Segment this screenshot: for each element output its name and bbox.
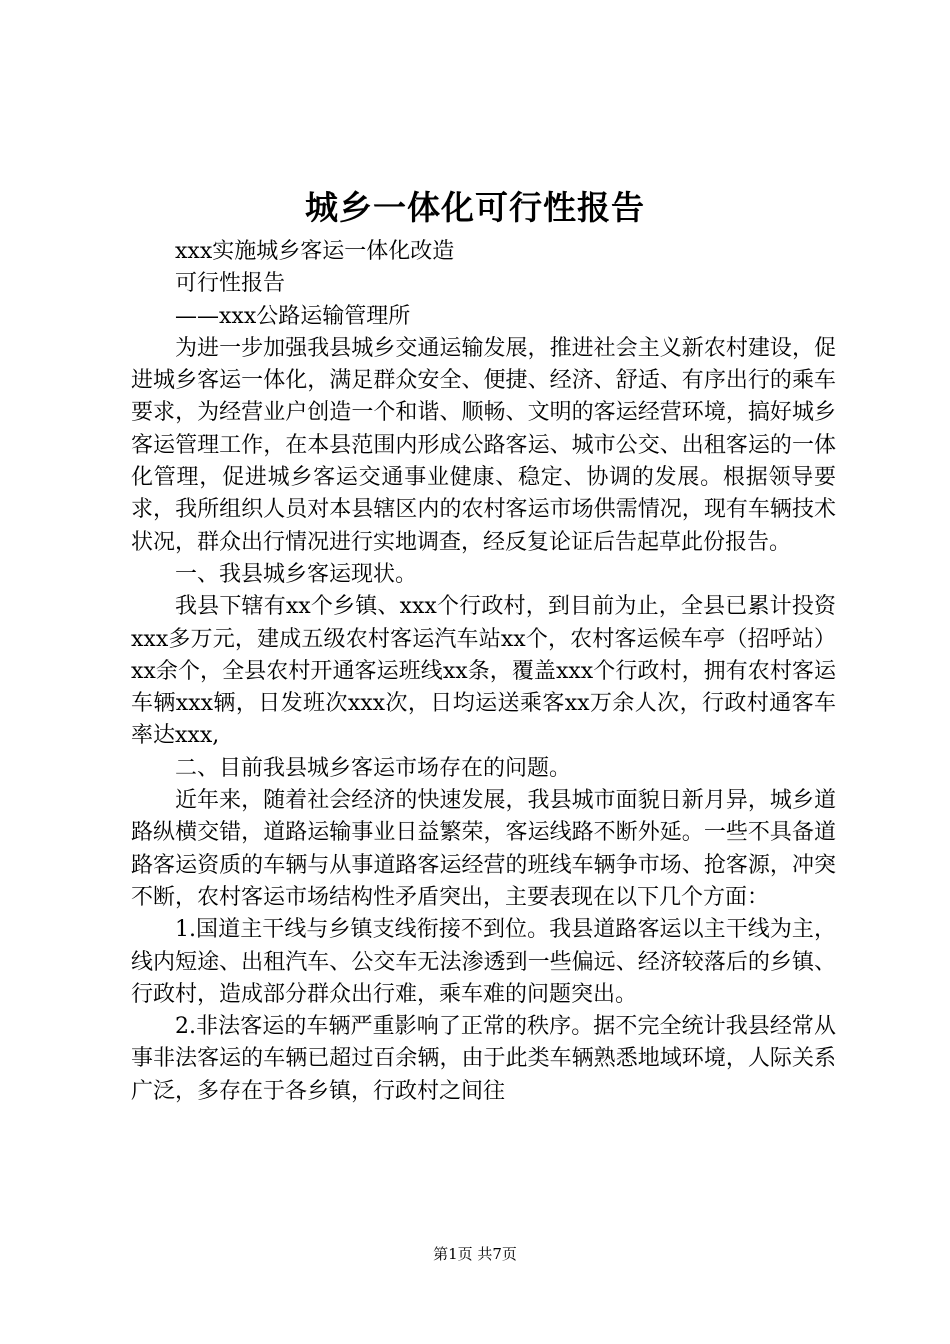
- author-line: ——xxx公路运输管理所: [175, 303, 411, 329]
- body-paragraph: 为进一步加强我县城乡交通运输发展，推进社会主义新农村建设，促进城乡客运一体化，满足群众安全、便捷、经济、舒适、有序出行的乘车要求，为经营业户创造一个和谐、顺畅、文明的客运经营环境，搞好城乡客运管理工作，在本县范围内形成公路客运、城市公交、出租客运的一体化管理，促进城乡客运交通事业健康、稳定、协调的发展。根据领导要求，我所组织人员对本县辖区内的农村客运市场供需情况，现有车辆技术状况，群众出行情况进行实地调查，经反复论证后告起草此份报告。: [131, 335, 836, 555]
- body-paragraph: 我县下辖有xx个乡镇、xxx个行政村，到目前为止，全县已累计投资xxx多万元，建成五级农村客运汽车站xx个，农村客运候车亭（招呼站）xx余个，全县农村开通客运班线xx条，覆盖xxx个行政村，拥有农村客运车辆xxx辆，日发班次xxx次，日均运送乘客xx万余人次，行政村通客车率达xxx,: [131, 594, 836, 749]
- page-number: 第1页 共7页: [433, 1245, 517, 1263]
- body-paragraph: 2.非法客运的车辆严重影响了正常的秩序。据不完全统计我县经常从事非法客运的车辆已超过百余辆，由于此类车辆熟悉地域环境，人际关系广泛，多存在于各乡镇，行政村之间往: [131, 1014, 836, 1104]
- subtitle-line: 可行性报告: [175, 271, 286, 297]
- section-heading: 一、我县城乡客运现状。: [175, 561, 418, 587]
- subtitle-line: xxx实施城乡客运一体化改造: [175, 239, 455, 264]
- section-heading: 二、目前我县城乡客运市场存在的问题。: [175, 755, 572, 781]
- document-body: [131, 236, 836, 1108]
- document-title: 城乡一体化可行性报告: [305, 188, 645, 227]
- body-paragraph: 1.国道主干线与乡镇支线衔接不到位。我县道路客运以主干线为主，线内短途、出租汽车、公交车无法渗透到一些偏远、经济较落后的乡镇、行政村，造成部分群众出行难，乘车难的问题突出。: [131, 917, 836, 1007]
- body-paragraph: 近年来，随着社会经济的快速发展，我县城市面貌日新月异，城乡道路纵横交错，道路运输事业日益繁荣，客运线路不断外延。一些不具备道路客运资质的车辆与从事道路客运经营的班线车辆争市场、抢客源，冲突不断，农村客运市场结构性矛盾突出，主要表现在以下几个方面：: [131, 788, 836, 910]
